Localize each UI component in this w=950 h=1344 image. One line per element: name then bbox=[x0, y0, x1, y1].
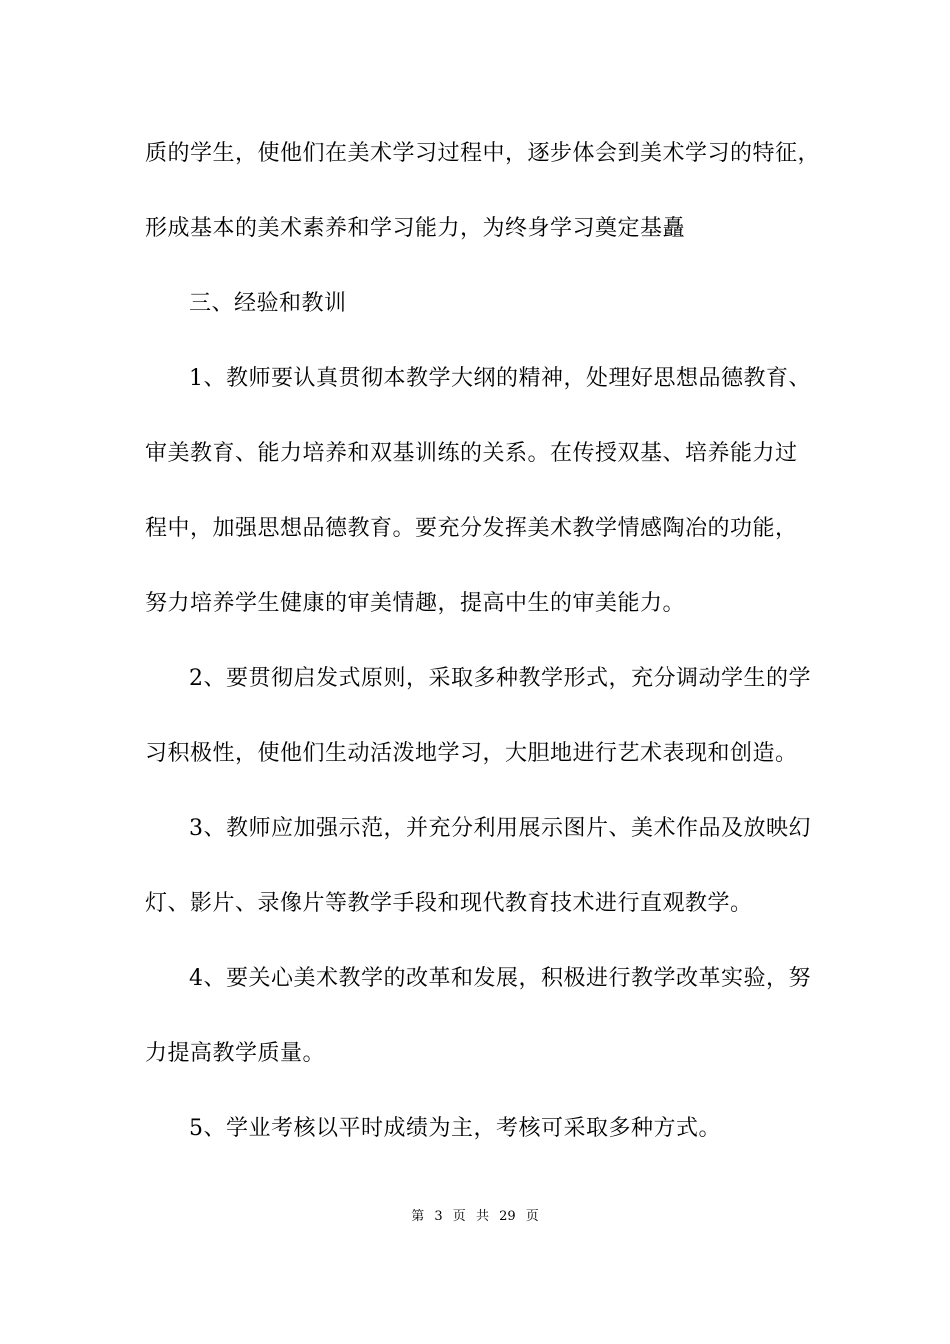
list-item-3-line: 3、教师应加强示范，并充分利用展示图片、美术作品及放映幻 bbox=[189, 816, 811, 841]
list-item-1-line: 程中，加强思想品德教育。要充分发挥美术教学情感陶冶的功能， bbox=[145, 516, 798, 541]
paragraph-line: 形成基本的美术素养和学习能力，为终身学习奠定基矗 bbox=[145, 216, 686, 241]
current-page-number: 3 bbox=[434, 1209, 443, 1224]
footer-prefix: 第 bbox=[411, 1209, 425, 1224]
page-number-footer bbox=[0, 1208, 950, 1226]
list-item-3-line: 灯、影片、录像片等教学手段和现代教育技术进行直观教学。 bbox=[145, 891, 753, 916]
footer-suffix: 页 bbox=[525, 1209, 539, 1224]
list-item-2-line: 2、要贯彻启发式原则，采取多种教学形式，充分调动学生的学 bbox=[189, 666, 811, 691]
footer-total-word: 共 bbox=[475, 1209, 489, 1224]
list-item-4-line: 力提高教学质量。 bbox=[145, 1041, 326, 1066]
list-item-2-line: 习积极性，使他们生动活泼地学习，大胆地进行艺术表现和创造。 bbox=[145, 741, 798, 766]
paragraph-line: 质的学生，使他们在美术学习过程中，逐步体会到美术学习的特征， bbox=[145, 141, 821, 166]
list-item-1-line: 努力培养学生健康的审美情趣，提高中生的审美能力。 bbox=[145, 591, 686, 616]
list-item-1-line: 审美教育、能力培养和双基训练的关系。在传授双基、培养能力过 bbox=[145, 441, 798, 466]
section-heading: 三、经验和教训 bbox=[189, 291, 347, 316]
footer-page-word: 页 bbox=[452, 1209, 466, 1224]
list-item-4-line: 4、要关心美术教学的改革和发展，积极进行教学改革实验，努 bbox=[189, 966, 811, 991]
total-pages-number: 29 bbox=[499, 1209, 516, 1224]
list-item-5-line: 5、学业考核以平时成绩为主，考核可采取多种方式。 bbox=[189, 1116, 721, 1141]
list-item-1-line: 1、教师要认真贯彻本教学大纲的精神，处理好思想品德教育、 bbox=[189, 366, 811, 391]
